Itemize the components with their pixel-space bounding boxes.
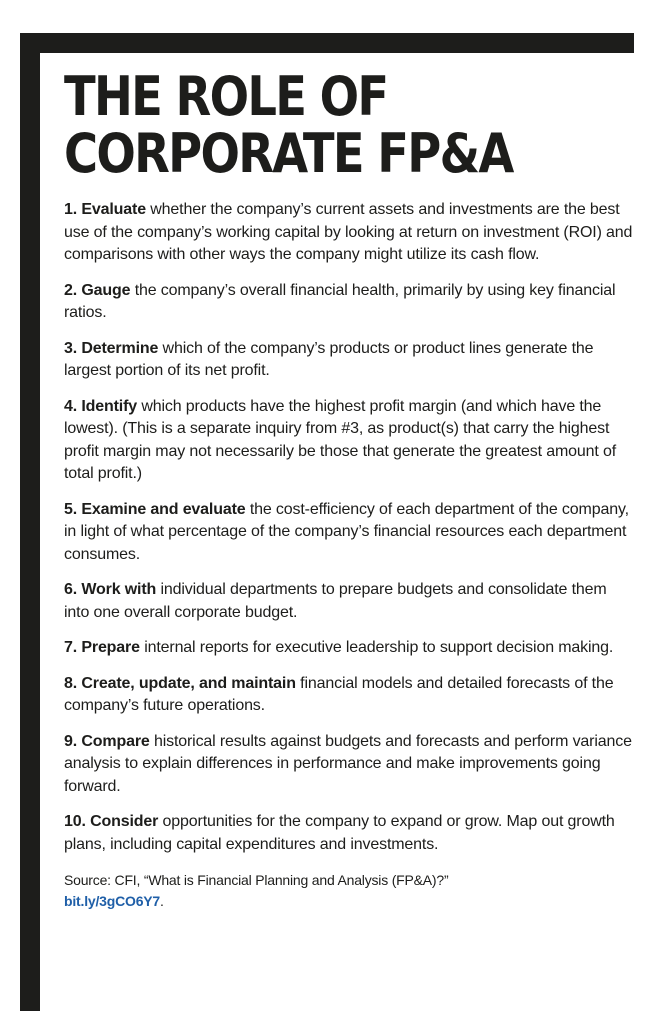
source-link[interactable]: bit.ly/3gCO6Y7 — [64, 893, 161, 909]
list-item — [64, 579, 634, 624]
source-citation — [64, 870, 634, 912]
list-item — [64, 280, 634, 325]
item-text: whether the company’s current assets and investments are the best use of the company’s working capital by looking at return on investment (ROI) and comparisons with other ways the company might utilize its cash flow. — [64, 201, 633, 263]
frame-left-bar — [20, 33, 40, 1011]
item-lead: 10. Consider — [64, 813, 159, 830]
list-item — [64, 673, 634, 718]
item-text: historical results against budgets and forecasts and perform variance analysis to explain differences in performance and make improvements going forward. — [64, 732, 632, 795]
role-list — [64, 199, 634, 856]
source-suffix: . — [160, 893, 164, 909]
item-text: financial models and detailed forecasts of the company’s future operations. — [64, 674, 614, 714]
item-lead: 4. Identify — [64, 397, 138, 415]
list-item — [64, 396, 634, 486]
item-text: the company’s overall financial health, primarily by using key financial ratios. — [64, 281, 616, 321]
item-text: individual departments to prepare budgets and consolidate them into one overall corporate budget. — [64, 581, 607, 621]
item-lead: 5. Examine and evaluate — [64, 500, 246, 518]
item-lead: 2. Gauge — [64, 281, 131, 299]
item-text: the cost-efficiency of each department of the company, in light of what percentage of the company’s financial resources each department consumes. — [64, 500, 629, 563]
item-text: internal reports for executive leadership to support decision making. — [144, 639, 614, 656]
page-title — [64, 65, 580, 185]
item-lead: 1. Evaluate — [64, 201, 146, 218]
list-item — [64, 338, 634, 383]
item-lead: 7. Prepare — [64, 639, 140, 656]
list-item — [64, 199, 634, 267]
title-line-1: THE ROLE OF — [64, 65, 388, 128]
list-item — [64, 499, 634, 567]
item-lead: 3. Determine — [64, 339, 159, 357]
list-item — [64, 731, 634, 799]
frame-top-bar — [20, 33, 634, 53]
item-text: which products have the highest profit margin (and which have the lowest). (This is a separate inquiry from #3, as product(s) that carry the highest profit margin may not necessarily be those that generate the greatest amount of total profit.) — [64, 397, 617, 482]
item-text: which of the company’s products or product lines generate the largest portion of its net profit. — [64, 339, 594, 379]
list-item — [64, 811, 634, 856]
item-lead: 8. Create, update, and maintain — [64, 674, 296, 692]
sidebar-box — [64, 65, 634, 912]
item-lead: 6. Work with — [64, 581, 157, 598]
source-text: Source: CFI, “What is Financial Planning and Analysis (FP&A)?” — [64, 872, 449, 888]
list-item — [64, 637, 634, 660]
item-lead: 9. Compare — [64, 732, 150, 750]
item-text: opportunities for the company to expand or grow. Map out growth plans, including capital expenditures and investments. — [64, 813, 615, 853]
title-line-2: CORPORATE FP&A — [64, 122, 513, 185]
